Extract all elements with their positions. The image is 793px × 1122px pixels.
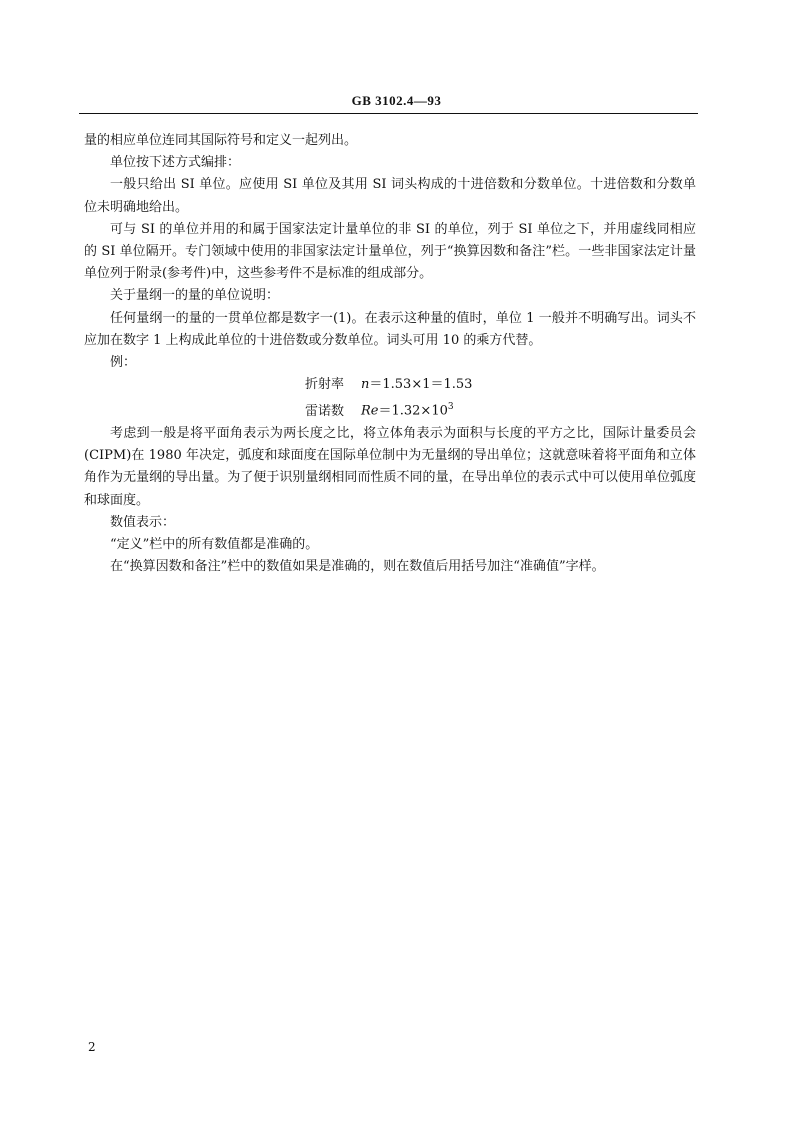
paragraph-dimensionless-intro: 关于量纲一的量的单位说明： — [110, 288, 280, 304]
example-label: 例： — [110, 355, 137, 371]
paragraph-si-units: 一般只给出 SI 单位。应使用 SI 单位及其用 SI 词头构成的十进倍数和分数单位。十进倍数和分数单位未明确地给出。 — [84, 177, 696, 215]
example-variable: n — [361, 377, 370, 393]
example-expression: ＝1.53×1＝1.53 — [369, 377, 473, 393]
document-body — [84, 130, 696, 578]
example-expression: ＝1.32×10 — [378, 403, 448, 419]
paragraph-angles: 考虑到一般是将平面角表示为两长度之比，将立体角表示为面积与长度的平方之比，国际计量委员会(CIPM)在 1980 年决定，弧度和球面度在国际单位制中为无量纲的导出单位；这就意味着将平面角和立体角作为无量纲的导出量。为了便于识别量纲相同而性质不同的量，在导出单位的表示式中可以使用单位弧度和球面度。 — [84, 425, 696, 508]
paragraph-numeric-intro: 数值表示： — [110, 514, 176, 530]
paragraph-definition-values: “定义”栏中的所有数值都是准确的。 — [110, 536, 319, 552]
paragraph-arrangement-intro: 单位按下述方式编排： — [110, 155, 241, 171]
example-name: 折射率 — [305, 377, 345, 393]
standard-code: GB 3102.4—93 — [351, 93, 442, 108]
example-variable: Re — [361, 403, 379, 419]
paragraph-conversion-values: 在“换算因数和备注”栏中的数值如果是准确的，则在数值后用括号加注“准确值”字样。 — [110, 559, 605, 575]
examples — [84, 374, 696, 423]
page-header — [0, 93, 793, 109]
example-exponent: 3 — [447, 402, 454, 413]
example-refractive-index — [84, 374, 696, 396]
example-reynolds-number — [84, 396, 696, 423]
page-number: 2 — [88, 1040, 96, 1054]
paragraph-continuation: 量的相应单位连同其国际符号和定义一起列出。 — [84, 133, 358, 148]
paragraph-dimensionless-units: 任何量纲一的量的一贯单位都是数字一(1)。在表示这种量的值时，单位 1 一般并不明确写出。词头不应加在数字 1 上构成此单位的十进倍数或分数单位。词头可用 10 的乘方代替。 — [84, 310, 696, 348]
example-name: 雷诺数 — [305, 403, 345, 419]
paragraph-non-si-units: 可与 SI 的单位并用的和属于国家法定计量单位的非 SI 的单位，列于 SI 单位之下，并用虚线同相应的 SI 单位隔开。专门领域中使用的非国家法定计量单位，列于“换算因数和备注”栏。一些非国家法定计量单位列于附录(参考件)中，这些参考件不是标准的组成部分。 — [84, 221, 696, 282]
header-rule — [79, 113, 698, 114]
